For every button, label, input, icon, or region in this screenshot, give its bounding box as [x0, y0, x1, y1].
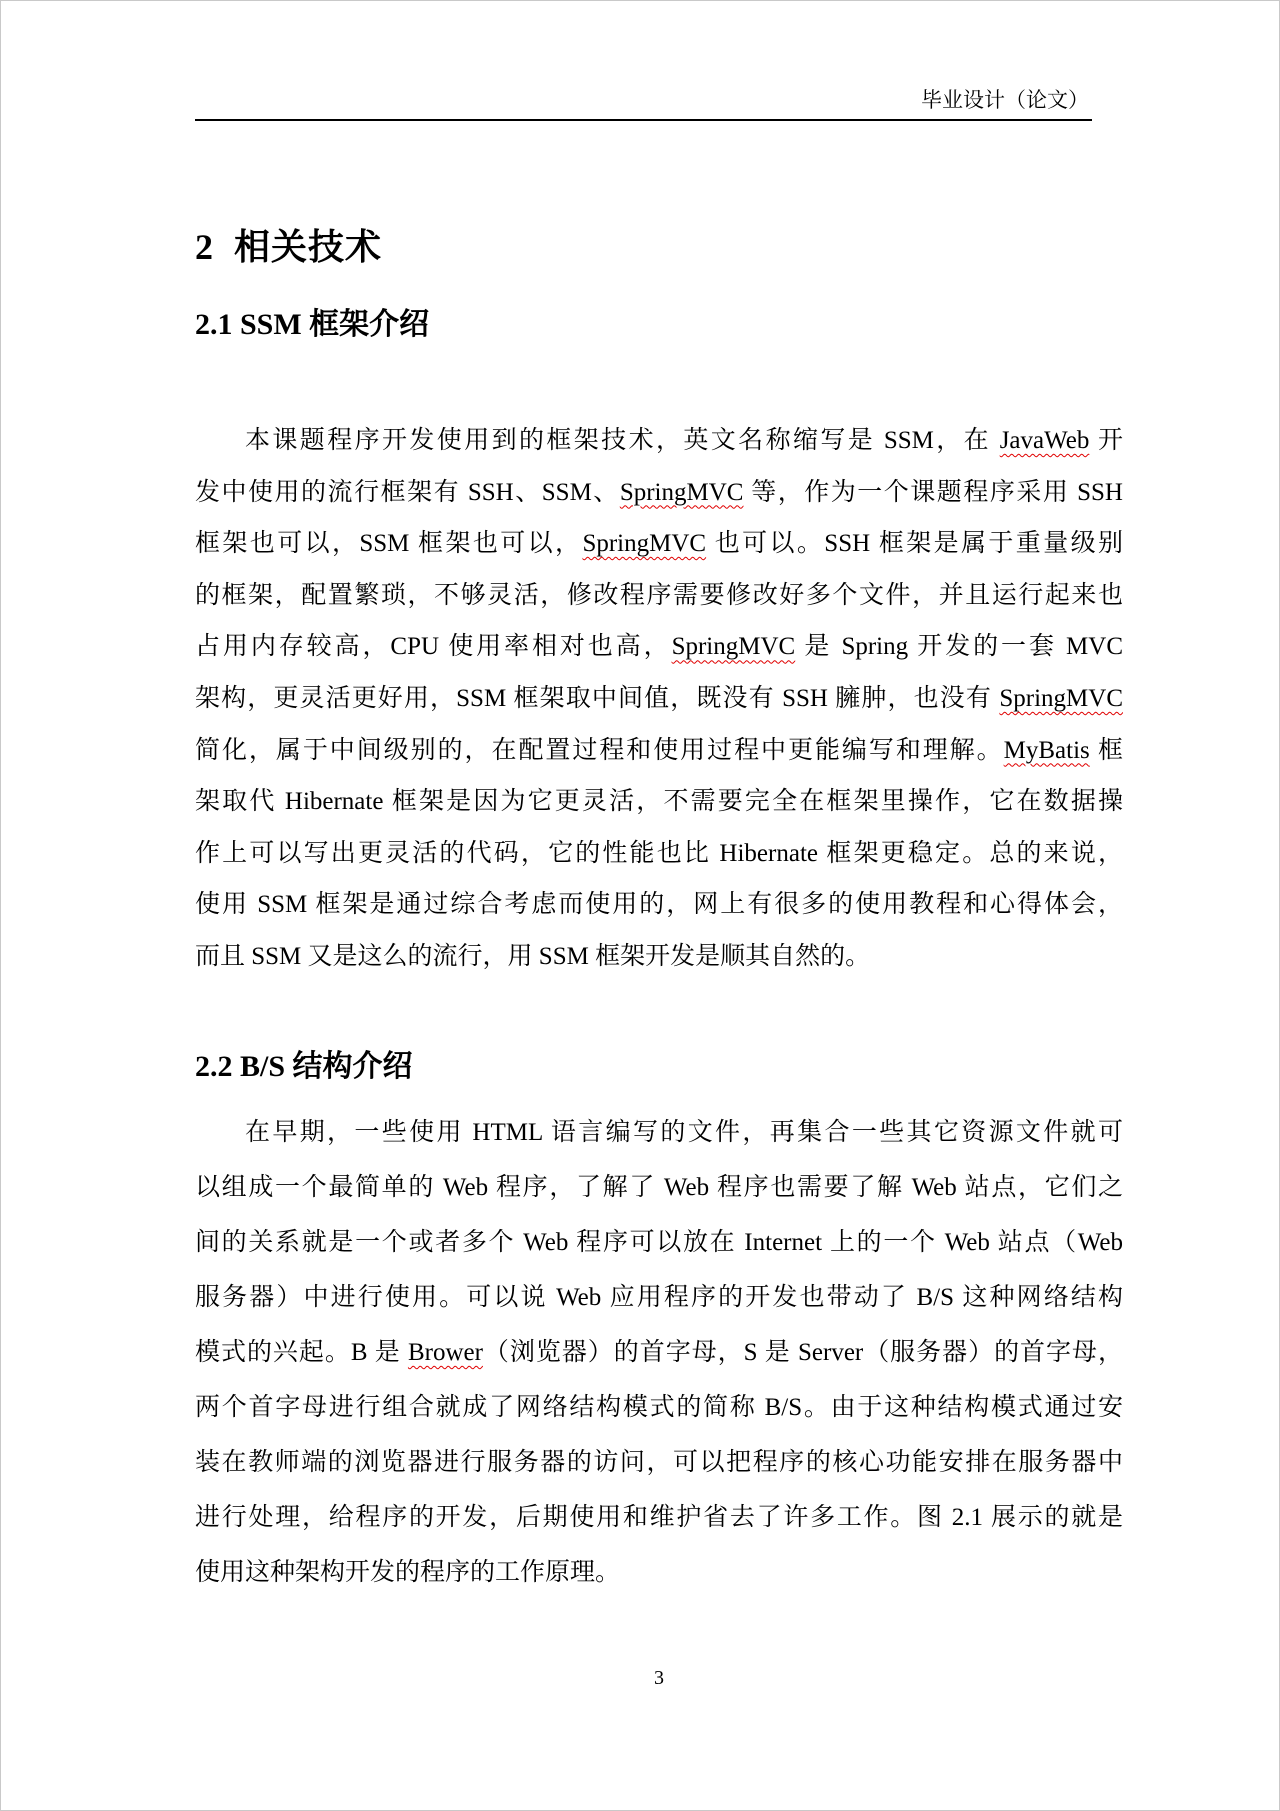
header-rule	[195, 119, 1092, 121]
text-segment: 发中使用的流行框架有 SSH、SSM、	[195, 478, 620, 506]
text-segment: 的框架，配置繁琐，不够灵活，修改程序需要修改好多个文件，并且运行起来也	[195, 581, 1123, 609]
text-line	[195, 776, 1123, 828]
text-line	[195, 1380, 1123, 1435]
misspelled-word: Brower	[407, 1339, 483, 1366]
text-segment: 占用内存较高，CPU 使用率相对也高，	[195, 633, 672, 661]
text-line	[195, 518, 1123, 570]
page-number: 3	[654, 1667, 664, 1689]
text-segment: 两个首字母进行组合就成了网络结构模式的简称 B/S。由于这种结构模式通过安	[195, 1394, 1123, 1421]
text-line	[195, 1270, 1123, 1325]
text-line	[195, 621, 1123, 673]
text-line	[195, 467, 1123, 519]
misspelled-word: SpringMVC	[671, 633, 796, 661]
misspelled-word: JavaWeb	[999, 427, 1090, 454]
text-segment: （浏览器）的首字母，S 是 Server（服务器）的首字母，	[482, 1339, 1123, 1366]
text-line	[195, 725, 1123, 777]
text-line	[195, 415, 1123, 467]
text-segment: 间的关系就是一个或者多个 Web 程序可以放在 Internet 上的一个 Web 站点（Web	[195, 1229, 1123, 1256]
text-segment: 使用 SSM 框架是通过综合考虑而使用的，网上有很多的使用教程和心得体会，	[195, 891, 1123, 919]
text-segment: 而且 SSM 又是这么的流行，用 SSM 框架开发是顺其自然的。	[195, 942, 871, 970]
text-line	[195, 1545, 1123, 1600]
text-segment: 也可以。SSH 框架是属于重量级别	[706, 530, 1123, 558]
text-segment: 服务器）中进行使用。可以说 Web 应用程序的开发也带动了 B/S 这种网络结构	[195, 1284, 1123, 1311]
section-2-1-heading: 2.1 SSM 框架介绍	[195, 308, 430, 341]
text-line	[195, 828, 1123, 880]
text-line	[195, 879, 1123, 931]
text-line	[195, 931, 1123, 983]
text-line	[195, 1160, 1123, 1215]
text-line	[195, 1325, 1123, 1380]
text-segment: 装在教师端的浏览器进行服务器的访问，可以把程序的核心功能安排在服务器中	[195, 1449, 1123, 1476]
text-segment: 使用这种架构开发的程序的工作原理。	[195, 1559, 621, 1586]
misspelled-word: MyBatis	[1003, 736, 1090, 764]
text-line	[195, 1215, 1123, 1270]
text-segment: 简化，属于中间级别的，在配置过程和使用过程中更能编写和理解。	[195, 736, 1004, 764]
text-segment: 架取代 Hibernate 框架是因为它更灵活，不需要完全在框架里操作，它在数据操	[195, 788, 1123, 816]
text-line	[195, 1490, 1123, 1545]
text-line	[195, 1435, 1123, 1490]
text-segment: 模式的兴起。B 是	[195, 1339, 408, 1366]
misspelled-word: SpringMVC	[999, 684, 1123, 712]
paragraph-section-2-2	[195, 1105, 1123, 1600]
page-header-title: 毕业设计（论文）	[921, 88, 1089, 112]
text-line	[195, 570, 1123, 622]
text-segment: 是 Spring 开发的一套 MVC	[795, 633, 1123, 661]
text-segment: 等，作为一个课题程序采用 SSH	[743, 478, 1123, 506]
text-segment: 框架也可以，SSM 框架也可以，	[195, 530, 583, 558]
chapter-heading: 2 相关技术	[195, 227, 383, 267]
text-segment: 作上可以写出更灵活的代码，它的性能也比 Hibernate 框架更稳定。总的来说，	[195, 839, 1123, 867]
text-line	[195, 673, 1123, 725]
text-segment: 以组成一个最简单的 Web 程序，了解了 Web 程序也需要了解 Web 站点，它们之	[195, 1174, 1123, 1201]
misspelled-word: SpringMVC	[619, 478, 744, 506]
text-segment: 在早期，一些使用 HTML 语言编写的文件，再集合一些其它资源文件就可	[245, 1119, 1123, 1146]
text-segment: 本课题程序开发使用到的框架技术，英文名称缩写是 SSM，在	[245, 427, 1000, 454]
misspelled-word: SpringMVC	[582, 530, 707, 558]
text-line	[195, 1105, 1123, 1160]
paragraph-section-2-1	[195, 415, 1123, 983]
section-2-2-heading: 2.2 B/S 结构介绍	[195, 1050, 413, 1083]
text-segment: 进行处理，给程序的开发，后期使用和维护省去了许多工作。图 2.1 展示的就是	[195, 1504, 1123, 1531]
text-segment: 开	[1089, 427, 1123, 454]
text-segment: 架构，更灵活更好用，SSM 框架取中间值，既没有 SSH 臃肿，也没有	[195, 684, 1000, 712]
text-segment: 框	[1089, 736, 1123, 764]
